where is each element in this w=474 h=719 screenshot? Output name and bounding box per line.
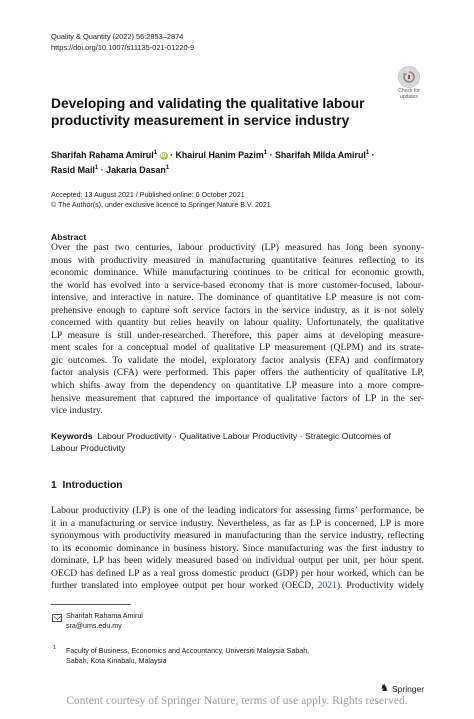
keywords-list-1: Labour Productivity · Qualitative Labour Productivity · Strategic Outcomes of bbox=[97, 431, 391, 441]
article-title: Developing and validating the qualitative labour productivity measurement in service industry bbox=[51, 96, 365, 128]
author-separator: · bbox=[167, 149, 176, 160]
abstract-line: gic outcomes. To validate the model, exploratory factor analysis (EFA) and confirmatory bbox=[51, 354, 424, 366]
author-affil-sup: 1 bbox=[263, 150, 268, 156]
abstract-line: concerned with quantity but relies heavily on labour quality. Unfortunately, the qualitative bbox=[51, 317, 424, 329]
section-number: 1 bbox=[51, 480, 57, 491]
orcid-icon[interactable]: iD bbox=[160, 152, 167, 159]
keywords bbox=[51, 430, 424, 455]
abstract-line: Over the past two centuries, labour productivity (LP) measured has long been synony- bbox=[51, 242, 424, 253]
author-name[interactable]: Sharifah Rahama Amirul bbox=[51, 149, 154, 160]
corresponding-author bbox=[66, 611, 143, 631]
author-affil-sup: 1 bbox=[365, 150, 370, 156]
abstract-line: intensive, and interactive in nature. The dominance of quantitative LP measure is not com- bbox=[51, 292, 424, 304]
journal-citation: Quality & Quantity (2022) 56:2853–2874 bbox=[51, 32, 184, 41]
abstract-line: prehensive enough to capture soft service factors in the service industry, as it is not solely bbox=[51, 304, 424, 316]
intro-line: synonymous with productivity measured in manufacturing than the service industry, reflecting bbox=[51, 530, 424, 542]
section-title: Introduction bbox=[62, 480, 123, 491]
author-separator: · bbox=[267, 149, 275, 160]
author-name[interactable]: Sharifah Milda Amirul bbox=[274, 149, 366, 160]
abstract-line: economic dominance. While manufacturing continues to be critical for economic growth, bbox=[51, 267, 424, 279]
intro-line: dominate, LP has been widely measured based on individual output per unit, per hour spent. bbox=[51, 555, 424, 567]
abstract-heading: Abstract bbox=[51, 232, 87, 242]
author-separator: · bbox=[369, 149, 375, 160]
intro-line: to its economic dominance in business history. Since manufacturing was the first industry to bbox=[51, 542, 424, 554]
author-line-2 bbox=[51, 162, 431, 177]
author-affil-sup: 1 bbox=[153, 150, 158, 156]
publisher-name: Springer bbox=[391, 683, 425, 694]
intro-line: Labour productivity (LP) is one of the leading indicators for assessing firms’ performance, be bbox=[51, 505, 424, 516]
envelope-icon bbox=[52, 614, 62, 622]
courtesy-watermark: Content courtesy of Springer Nature, terms of use apply. Rights reserved. bbox=[66, 695, 408, 707]
introduction-body bbox=[51, 505, 424, 593]
abstract-line: the world has evolved into a service-based economy that is more customer-focused, labour- bbox=[51, 279, 424, 291]
author-separator: · bbox=[98, 164, 107, 175]
abstract-line: factor analysis (CFA) were performed. This paper offers the authenticity of qualitative LP, bbox=[51, 367, 424, 379]
updates-icon bbox=[398, 66, 420, 88]
abstract-body bbox=[51, 242, 424, 418]
affiliation-line-2: Sabah, Kota Kinabalu, Malaysia bbox=[66, 657, 167, 665]
keywords-list-2: Labour Productivity bbox=[51, 443, 126, 454]
abstract-line: which shifts away from the dependency on quantitative LP measure into a more compre- bbox=[51, 380, 424, 392]
springer-logo bbox=[380, 683, 424, 694]
springer-horse-icon: ♞ bbox=[380, 683, 389, 694]
affiliation bbox=[66, 646, 309, 666]
section-heading-introduction bbox=[51, 480, 123, 491]
check-for-updates-badge[interactable] bbox=[392, 66, 426, 102]
updates-label-1: Check for bbox=[398, 88, 420, 94]
author-name[interactable]: Khairul Hanim Pazim bbox=[175, 149, 264, 160]
journal-info bbox=[51, 32, 194, 53]
abstract-line: ment scales for a conceptual model of qualitative LP measurement (QLPM) and its strate- bbox=[51, 342, 424, 354]
publication-dates bbox=[51, 190, 271, 210]
intro-line: further translated into employee output per hour worked (OECD, 2021). Productivity widely bbox=[51, 580, 424, 592]
citation-link[interactable]: 2021 bbox=[317, 580, 337, 592]
corresponding-name: Sharifah Rahama Amirul bbox=[66, 612, 143, 620]
author-affil-sup: 1 bbox=[165, 164, 170, 171]
affiliation-number: 1 bbox=[53, 645, 57, 651]
footnote-divider bbox=[51, 604, 131, 605]
affiliation-line-1: Faculty of Business, Economics and Accountancy, Universiti Malaysia Sabah, bbox=[66, 647, 310, 655]
corresponding-email[interactable]: sra@ums.edu.my bbox=[66, 622, 122, 630]
abstract-line: hensive measurement that captured the importance of qualitative factors of LP in the ser- bbox=[51, 392, 424, 404]
author-affil-sup: 1 bbox=[94, 164, 99, 171]
abstract-line: vice industry. bbox=[51, 405, 103, 417]
abstract-line: LP measure is still under-researched. Therefore, this paper aims at developing measure- bbox=[51, 329, 424, 341]
author-line-1 bbox=[51, 147, 431, 162]
accepted-published-dates: Accepted: 13 August 2021 / Published online: 6 October 2021 bbox=[51, 191, 245, 199]
updates-label-2: updates bbox=[400, 93, 418, 100]
author-list bbox=[51, 147, 431, 177]
intro-line: OECD has defined LP as a real gross domestic product (GDP) per hour worked, which can be bbox=[51, 567, 424, 579]
author-name[interactable]: Jakaria Dasan bbox=[106, 164, 166, 175]
copyright-notice: © The Author(s), under exclusive licence to Springer Nature B.V. 2021 bbox=[51, 201, 271, 209]
keywords-label: Keywords bbox=[51, 431, 93, 441]
intro-line: it in a manufacturing or service industry. Nevertheless, as far as LP is concerned, LP is more bbox=[51, 517, 424, 529]
doi-link[interactable]: https://doi.org/10.1007/s11135-021-01220-9 bbox=[51, 42, 195, 52]
author-name[interactable]: Rasid Mail bbox=[51, 164, 95, 175]
abstract-line: mous with productivity measured in manufacturing quantitative features reflecting to its bbox=[51, 254, 424, 266]
